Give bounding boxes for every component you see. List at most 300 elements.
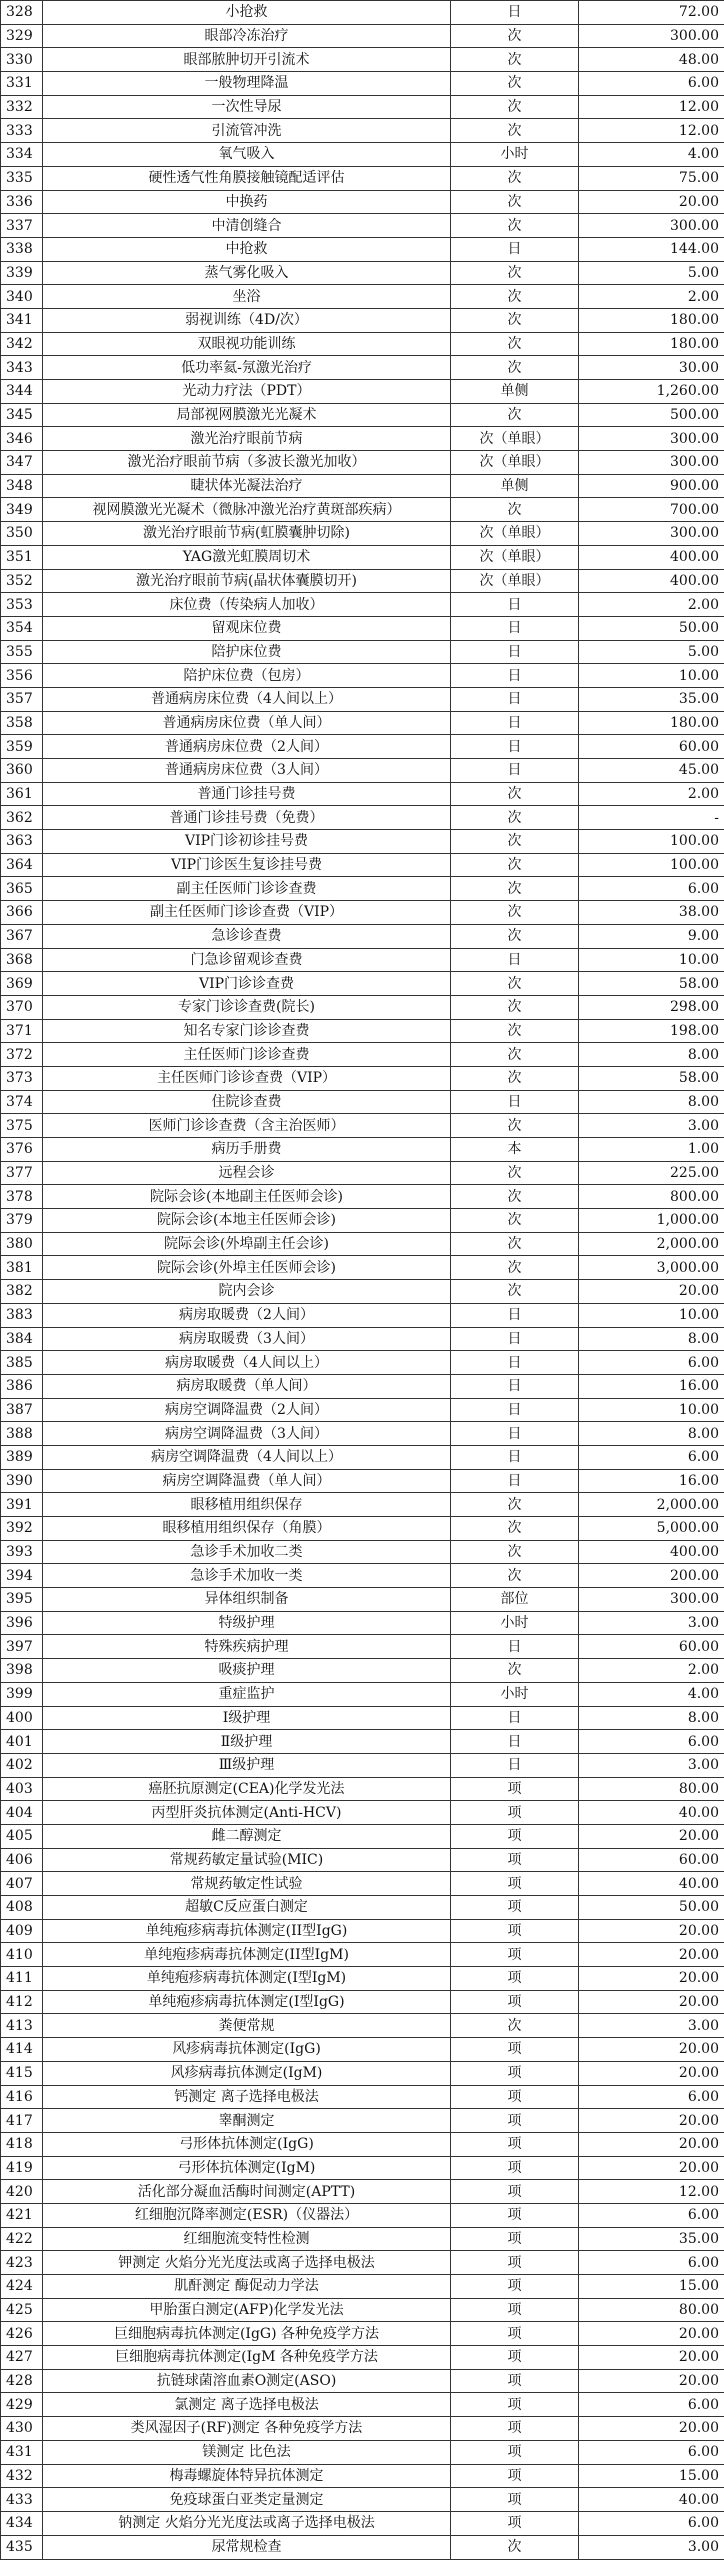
item-unit: 单侧 — [451, 380, 579, 404]
item-name: VIP门诊诊查费 — [43, 972, 451, 996]
item-price: 500.00 — [579, 403, 724, 427]
item-price: 8.00 — [579, 1327, 724, 1351]
item-unit: 次（单眼） — [451, 451, 579, 475]
item-name: 病历手册费 — [43, 1138, 451, 1162]
item-number: 364 — [1, 853, 43, 877]
item-name: 院际会诊(本地副主任医师会诊) — [43, 1185, 451, 1209]
item-name: 病房空调降温费（4人间以上） — [43, 1445, 451, 1469]
item-number: 419 — [1, 2156, 43, 2180]
item-price: 6.00 — [579, 2393, 724, 2417]
item-number: 430 — [1, 2417, 43, 2441]
table-row — [1, 1303, 724, 1327]
table-row — [1, 1493, 724, 1517]
item-name: 副主任医师门诊诊查费（VIP） — [43, 901, 451, 925]
table-row — [1, 2511, 724, 2535]
item-number: 330 — [1, 48, 43, 72]
table-row — [1, 687, 724, 711]
item-number: 332 — [1, 95, 43, 119]
item-name: 特级护理 — [43, 1611, 451, 1635]
item-number: 338 — [1, 237, 43, 261]
item-name: 眼移植用组织保存（角膜） — [43, 1517, 451, 1541]
item-number: 334 — [1, 143, 43, 167]
table-row — [1, 1753, 724, 1777]
item-name: 病房空调降温费（单人间） — [43, 1469, 451, 1493]
table-row — [1, 1967, 724, 1991]
item-number: 399 — [1, 1682, 43, 1706]
item-number: 402 — [1, 1753, 43, 1777]
item-unit: 次 — [451, 901, 579, 925]
item-price: 2,000.00 — [579, 1493, 724, 1517]
item-number: 409 — [1, 1919, 43, 1943]
item-name: 病房取暖费（3人间） — [43, 1327, 451, 1351]
item-name: 低功率氦-氖激光治疗 — [43, 356, 451, 380]
item-price: 2,000.00 — [579, 1232, 724, 1256]
item-number: 362 — [1, 806, 43, 830]
table-row — [1, 1232, 724, 1256]
item-number: 340 — [1, 285, 43, 309]
table-row — [1, 403, 724, 427]
item-name: 免疫球蛋白亚类定量测定 — [43, 2488, 451, 2512]
table-row — [1, 1161, 724, 1185]
item-unit: 日 — [451, 711, 579, 735]
item-price: 5,000.00 — [579, 1517, 724, 1541]
item-price: 50.00 — [579, 616, 724, 640]
table-row — [1, 2180, 724, 2204]
table-row — [1, 806, 724, 830]
table-row — [1, 1209, 724, 1233]
item-name: 医师门诊诊查费（含主治医师） — [43, 1114, 451, 1138]
item-number: 372 — [1, 1043, 43, 1067]
item-unit: 次 — [451, 1019, 579, 1043]
item-number: 404 — [1, 1801, 43, 1825]
item-unit: 次 — [451, 190, 579, 214]
item-name: 特殊疾病护理 — [43, 1635, 451, 1659]
table-row — [1, 1682, 724, 1706]
table-row — [1, 1635, 724, 1659]
table-row — [1, 2393, 724, 2417]
table-row — [1, 853, 724, 877]
item-unit: 项 — [451, 2464, 579, 2488]
item-price: 6.00 — [579, 1351, 724, 1375]
table-row — [1, 830, 724, 854]
item-price: 2.00 — [579, 1659, 724, 1683]
item-number: 375 — [1, 1114, 43, 1138]
item-name: 普通门诊挂号费 — [43, 782, 451, 806]
item-number: 415 — [1, 2061, 43, 2085]
item-number: 378 — [1, 1185, 43, 1209]
item-price: 144.00 — [579, 237, 724, 261]
table-row — [1, 545, 724, 569]
table-row — [1, 1517, 724, 1541]
item-unit: 次 — [451, 498, 579, 522]
item-price: 20.00 — [579, 1943, 724, 1967]
item-name: 病房取暖费（4人间以上） — [43, 1351, 451, 1375]
item-price: 3.00 — [579, 2535, 724, 2559]
item-price: 10.00 — [579, 664, 724, 688]
item-number: 421 — [1, 2203, 43, 2227]
item-price: 6.00 — [579, 72, 724, 96]
item-number: 351 — [1, 545, 43, 569]
item-name: 坐浴 — [43, 285, 451, 309]
item-unit: 单侧 — [451, 474, 579, 498]
item-unit: 项 — [451, 2369, 579, 2393]
item-price: 2.00 — [579, 593, 724, 617]
table-row — [1, 24, 724, 48]
item-number: 329 — [1, 24, 43, 48]
item-unit: 次 — [451, 1161, 579, 1185]
item-number: 401 — [1, 1730, 43, 1754]
table-row — [1, 2156, 724, 2180]
item-name: 红细胞流变特性检测 — [43, 2227, 451, 2251]
item-number: 383 — [1, 1303, 43, 1327]
item-price: 16.00 — [579, 1374, 724, 1398]
item-price: 300.00 — [579, 522, 724, 546]
item-price: 12.00 — [579, 95, 724, 119]
item-number: 410 — [1, 1943, 43, 1967]
item-name: Ⅲ级护理 — [43, 1753, 451, 1777]
item-name: 常规药敏定性试验 — [43, 1872, 451, 1896]
table-row — [1, 1043, 724, 1067]
item-name: 肌酐测定 酶促动力学法 — [43, 2275, 451, 2299]
item-price: 12.00 — [579, 119, 724, 143]
table-row — [1, 593, 724, 617]
item-number: 341 — [1, 308, 43, 332]
item-name: YAG激光虹膜周切术 — [43, 545, 451, 569]
table-row — [1, 1256, 724, 1280]
table-row — [1, 143, 724, 167]
item-number: 331 — [1, 72, 43, 96]
item-unit: 日 — [451, 1753, 579, 1777]
table-row — [1, 1398, 724, 1422]
item-name: 钾测定 火焰分光光度法或离子选择电极法 — [43, 2251, 451, 2275]
item-number: 394 — [1, 1564, 43, 1588]
item-price: 60.00 — [579, 1848, 724, 1872]
item-unit: 次 — [451, 1564, 579, 1588]
item-name: 单纯疱疹病毒抗体测定(II型IgG) — [43, 1919, 451, 1943]
item-unit: 次 — [451, 972, 579, 996]
item-price: - — [579, 806, 724, 830]
item-price: 6.00 — [579, 2251, 724, 2275]
item-name: 眼部脓肿切开引流术 — [43, 48, 451, 72]
item-number: 350 — [1, 522, 43, 546]
item-number: 357 — [1, 687, 43, 711]
item-unit: 次 — [451, 924, 579, 948]
item-name: 院际会诊(外埠副主任会诊) — [43, 1232, 451, 1256]
item-price: 3.00 — [579, 1114, 724, 1138]
item-number: 352 — [1, 569, 43, 593]
item-unit: 项 — [451, 2227, 579, 2251]
item-number: 397 — [1, 1635, 43, 1659]
item-price: 1,260.00 — [579, 380, 724, 404]
item-number: 395 — [1, 1588, 43, 1612]
item-price: 20.00 — [579, 2109, 724, 2133]
item-number: 366 — [1, 901, 43, 925]
item-price: 1,000.00 — [579, 1209, 724, 1233]
item-number: 386 — [1, 1374, 43, 1398]
item-number: 431 — [1, 2440, 43, 2464]
item-name: 中抢救 — [43, 237, 451, 261]
item-price: 8.00 — [579, 1706, 724, 1730]
item-name: VIP门诊医生复诊挂号费 — [43, 853, 451, 877]
item-number: 365 — [1, 877, 43, 901]
item-name: 普通病房床位费（2人间） — [43, 735, 451, 759]
item-unit: 项 — [451, 1990, 579, 2014]
item-number: 405 — [1, 1824, 43, 1848]
item-name: 异体组织制备 — [43, 1588, 451, 1612]
item-unit: 次（单眼） — [451, 545, 579, 569]
item-unit: 次 — [451, 24, 579, 48]
item-unit: 次 — [451, 166, 579, 190]
item-unit: 项 — [451, 1801, 579, 1825]
item-number: 370 — [1, 995, 43, 1019]
item-number: 387 — [1, 1398, 43, 1422]
item-name: 雌二醇测定 — [43, 1824, 451, 1848]
item-price: 298.00 — [579, 995, 724, 1019]
item-number: 423 — [1, 2251, 43, 2275]
item-name: 甲胎蛋白测定(AFP)化学发光法 — [43, 2298, 451, 2322]
item-number: 333 — [1, 119, 43, 143]
item-unit: 项 — [451, 2156, 579, 2180]
table-row — [1, 2346, 724, 2370]
item-name: 单纯疱疹病毒抗体测定(II型IgM) — [43, 1943, 451, 1967]
item-unit: 次 — [451, 72, 579, 96]
table-row — [1, 498, 724, 522]
item-name: 癌胚抗原测定(CEA)化学发光法 — [43, 1777, 451, 1801]
item-number: 359 — [1, 735, 43, 759]
item-name: Ⅰ级护理 — [43, 1706, 451, 1730]
item-unit: 项 — [451, 1824, 579, 1848]
item-number: 349 — [1, 498, 43, 522]
table-row — [1, 356, 724, 380]
item-unit: 项 — [451, 2061, 579, 2085]
item-number: 432 — [1, 2464, 43, 2488]
item-number: 379 — [1, 1209, 43, 1233]
table-row — [1, 95, 724, 119]
item-price: 20.00 — [579, 2156, 724, 2180]
item-unit: 日 — [451, 1351, 579, 1375]
item-number: 418 — [1, 2132, 43, 2156]
item-unit: 项 — [451, 2298, 579, 2322]
item-name: 光动力疗法（PDT） — [43, 380, 451, 404]
item-unit: 次 — [451, 1066, 579, 1090]
item-unit: 日 — [451, 664, 579, 688]
item-number: 371 — [1, 1019, 43, 1043]
item-price: 60.00 — [579, 1635, 724, 1659]
table-row — [1, 1019, 724, 1043]
table-row — [1, 2464, 724, 2488]
table-row — [1, 782, 724, 806]
item-name: 普通病房床位费（3人间） — [43, 759, 451, 783]
item-unit: 次 — [451, 1256, 579, 1280]
item-name: 留观床位费 — [43, 616, 451, 640]
item-name: 视网膜激光光凝术（微脉冲激光治疗黄斑部疾病） — [43, 498, 451, 522]
item-number: 343 — [1, 356, 43, 380]
table-row — [1, 1066, 724, 1090]
item-unit: 日 — [451, 1398, 579, 1422]
item-name: 一次性导尿 — [43, 95, 451, 119]
table-row — [1, 1777, 724, 1801]
item-number: 355 — [1, 640, 43, 664]
table-row — [1, 1611, 724, 1635]
item-price: 100.00 — [579, 830, 724, 854]
item-unit: 项 — [451, 2393, 579, 2417]
table-row — [1, 72, 724, 96]
item-unit: 项 — [451, 2038, 579, 2062]
table-row — [1, 2061, 724, 2085]
table-row — [1, 2251, 724, 2275]
table-row — [1, 924, 724, 948]
item-price: 20.00 — [579, 1990, 724, 2014]
item-price: 100.00 — [579, 853, 724, 877]
table-row — [1, 1445, 724, 1469]
item-number: 425 — [1, 2298, 43, 2322]
item-price: 6.00 — [579, 2440, 724, 2464]
item-unit: 次 — [451, 1540, 579, 1564]
item-name: 小抢救 — [43, 1, 451, 25]
item-number: 335 — [1, 166, 43, 190]
item-name: 超敏C反应蛋白测定 — [43, 1896, 451, 1920]
item-name: 红细胞沉降率测定(ESR)（仪器法） — [43, 2203, 451, 2227]
table-row — [1, 1540, 724, 1564]
item-unit: 次 — [451, 285, 579, 309]
item-number: 417 — [1, 2109, 43, 2133]
item-price: 35.00 — [579, 2227, 724, 2251]
item-name: 病房取暖费（单人间） — [43, 1374, 451, 1398]
table-row — [1, 2535, 724, 2559]
table-row — [1, 1990, 724, 2014]
item-price: 6.00 — [579, 1730, 724, 1754]
item-number: 328 — [1, 1, 43, 25]
item-number: 412 — [1, 1990, 43, 2014]
item-name: VIP门诊初诊挂号费 — [43, 830, 451, 854]
item-name: 丙型肝炎抗体测定(Anti-HCV) — [43, 1801, 451, 1825]
item-name: 蒸气雾化吸入 — [43, 261, 451, 285]
item-name: 双眼视功能训练 — [43, 332, 451, 356]
item-number: 429 — [1, 2393, 43, 2417]
table-row — [1, 569, 724, 593]
table-row — [1, 1469, 724, 1493]
item-name: 住院诊查费 — [43, 1090, 451, 1114]
table-row — [1, 1896, 724, 1920]
item-unit: 日 — [451, 1706, 579, 1730]
item-price: 900.00 — [579, 474, 724, 498]
item-name: 活化部分凝血活酶时间测定(APTT) — [43, 2180, 451, 2204]
item-price: 8.00 — [579, 1422, 724, 1446]
table-row — [1, 1138, 724, 1162]
item-price: 10.00 — [579, 1303, 724, 1327]
table-row — [1, 1114, 724, 1138]
item-unit: 项 — [451, 1943, 579, 1967]
item-price: 3.00 — [579, 1611, 724, 1635]
table-row — [1, 1280, 724, 1304]
item-number: 363 — [1, 830, 43, 854]
item-price: 58.00 — [579, 972, 724, 996]
item-price: 300.00 — [579, 1588, 724, 1612]
item-number: 361 — [1, 782, 43, 806]
item-unit: 次 — [451, 214, 579, 238]
item-number: 367 — [1, 924, 43, 948]
item-number: 360 — [1, 759, 43, 783]
item-name: 病房空调降温费（3人间） — [43, 1422, 451, 1446]
item-name: 巨细胞病毒抗体测定(IgM 各种免疫学方法 — [43, 2346, 451, 2370]
item-name: 中换药 — [43, 190, 451, 214]
item-unit: 次 — [451, 995, 579, 1019]
item-name: 病房取暖费（2人间） — [43, 1303, 451, 1327]
item-name: 弓形体抗体测定(IgM) — [43, 2156, 451, 2180]
item-unit: 次 — [451, 403, 579, 427]
item-name: 常规药敏定量试验(MIC) — [43, 1848, 451, 1872]
item-name: 陪护床位费 — [43, 640, 451, 664]
item-unit: 次 — [451, 356, 579, 380]
table-row — [1, 427, 724, 451]
table-row — [1, 2227, 724, 2251]
item-unit: 日 — [451, 1445, 579, 1469]
table-row — [1, 1588, 724, 1612]
item-number: 392 — [1, 1517, 43, 1541]
table-row — [1, 1185, 724, 1209]
item-price: 180.00 — [579, 308, 724, 332]
item-unit: 项 — [451, 1848, 579, 1872]
table-row — [1, 1090, 724, 1114]
table-row — [1, 48, 724, 72]
item-name: 粪便常规 — [43, 2014, 451, 2038]
item-number: 373 — [1, 1066, 43, 1090]
item-price: 6.00 — [579, 2511, 724, 2535]
item-unit: 日 — [451, 759, 579, 783]
table-row — [1, 2275, 724, 2299]
table-row — [1, 2014, 724, 2038]
item-unit: 次 — [451, 1232, 579, 1256]
item-price: 10.00 — [579, 948, 724, 972]
item-unit: 日 — [451, 593, 579, 617]
table-row — [1, 972, 724, 996]
item-unit: 日 — [451, 1730, 579, 1754]
item-number: 381 — [1, 1256, 43, 1280]
item-name: 睾酮测定 — [43, 2109, 451, 2133]
item-price: 400.00 — [579, 1540, 724, 1564]
table-row — [1, 1872, 724, 1896]
item-name: 急诊手术加收一类 — [43, 1564, 451, 1588]
item-name: 病房空调降温费（2人间） — [43, 1398, 451, 1422]
item-number: 420 — [1, 2180, 43, 2204]
table-row — [1, 1422, 724, 1446]
table-row — [1, 640, 724, 664]
table-row — [1, 901, 724, 925]
item-price: 300.00 — [579, 451, 724, 475]
item-name: 主任医师门诊诊查费 — [43, 1043, 451, 1067]
item-number: 377 — [1, 1161, 43, 1185]
item-unit: 日 — [451, 1090, 579, 1114]
item-name: 单纯疱疹病毒抗体测定(I型IgM) — [43, 1967, 451, 1991]
item-unit: 日 — [451, 640, 579, 664]
item-unit: 次（单眼） — [451, 569, 579, 593]
item-price: 4.00 — [579, 143, 724, 167]
item-price: 800.00 — [579, 1185, 724, 1209]
item-unit: 日 — [451, 237, 579, 261]
item-unit: 次 — [451, 830, 579, 854]
item-unit: 项 — [451, 2275, 579, 2299]
item-number: 356 — [1, 664, 43, 688]
item-unit: 日 — [451, 1374, 579, 1398]
item-price: 20.00 — [579, 190, 724, 214]
item-number: 416 — [1, 2085, 43, 2109]
item-unit: 次 — [451, 782, 579, 806]
item-number: 342 — [1, 332, 43, 356]
item-unit: 部位 — [451, 1588, 579, 1612]
item-name: 梅毒螺旋体特异抗体测定 — [43, 2464, 451, 2488]
item-price: 3.00 — [579, 1753, 724, 1777]
item-name: 院际会诊(本地主任医师会诊) — [43, 1209, 451, 1233]
